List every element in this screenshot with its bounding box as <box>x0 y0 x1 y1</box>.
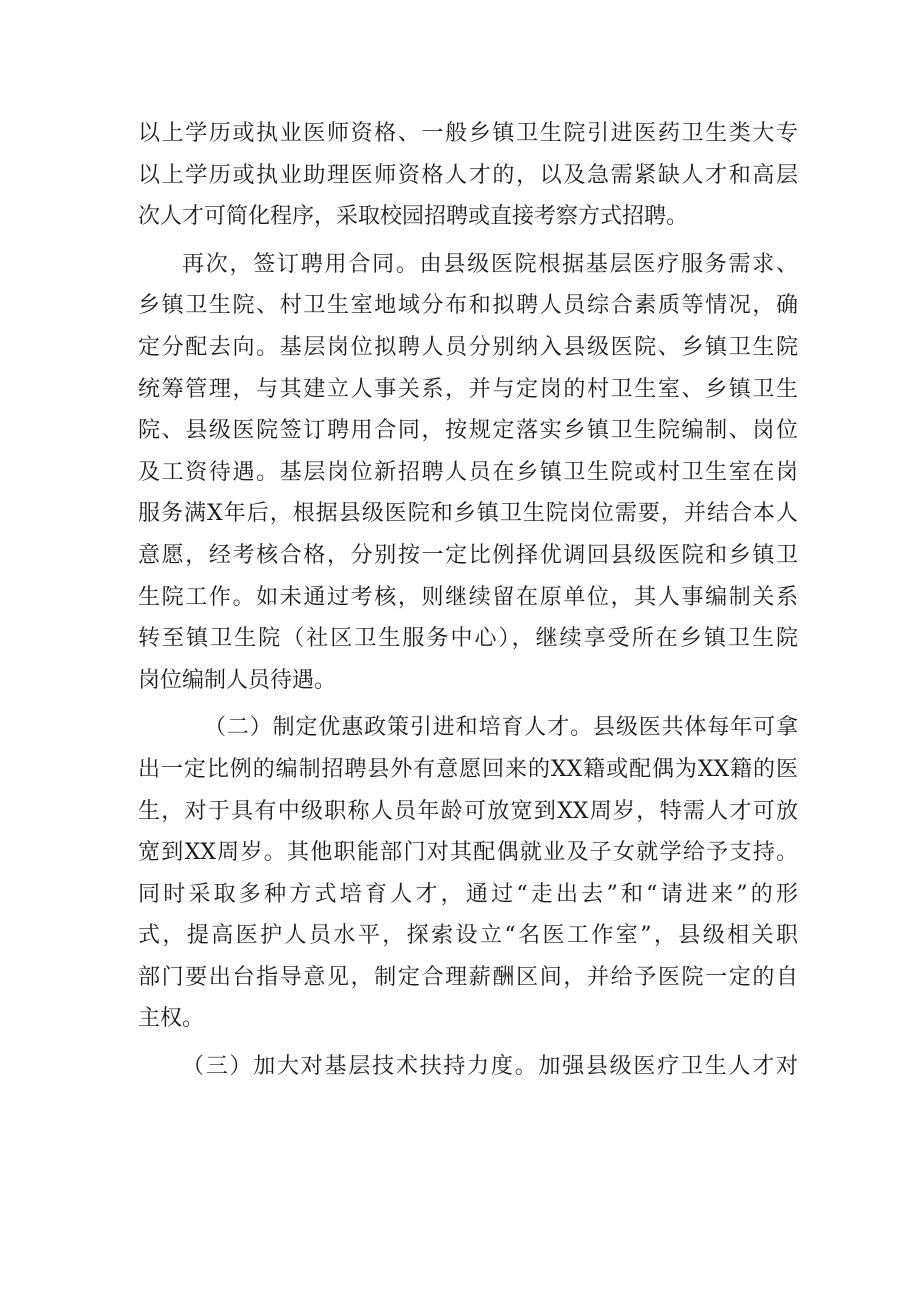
document-body <box>138 113 798 1088</box>
paragraph-line: 次人才可简化程序，采取校园招聘或直接考察方式招聘。 <box>138 204 689 230</box>
paragraph-line: 以上学历或执业助理医师资格人才的，以及急需紧缺人才和高层 <box>138 162 798 188</box>
paragraph-line: 乡镇卫生院、村卫生室地域分布和拟聘人员综合素质等情况，确 <box>138 293 798 319</box>
paragraph-line: 统筹管理，与其建立人事关系，并与定岗的村卫生室、乡镇卫生 <box>138 376 798 402</box>
paragraph-line: 转至镇卫生院（社区卫生服务中心），继续享受所在乡镇卫生院 <box>138 626 798 652</box>
paragraph-line: 院、县级医院签订聘用合同，按规定落实乡镇卫生院编制、岗位 <box>138 418 798 444</box>
paragraph-line: （三）加大对基层技术扶持力度。加强县级医疗卫生人才对 <box>182 1054 798 1080</box>
paragraph-line: 生院工作。如未通过考核，则继续留在原单位，其人事编制关系 <box>138 584 798 610</box>
paragraph-line: 式，提高医护人员水平，探索设立“名医工作室”，县级相关职 <box>138 923 798 949</box>
paragraph-line: 及工资待遇。基层岗位新招聘人员在乡镇卫生院或村卫生室在岗 <box>138 459 798 485</box>
paragraph-line: 再次，签订聘用合同。由县级医院根据基层医疗服务需求、 <box>182 251 798 277</box>
paragraph-line: 部门要出台指导意见，制定合理薪酬区间，并给予医院一定的自 <box>138 964 798 990</box>
paragraph-line: 主权。 <box>138 1006 205 1032</box>
paragraph-line: 岗位编制人员待遇。 <box>138 667 337 693</box>
paragraph-line: 以上学历或执业医师资格、一般乡镇卫生院引进医药卫生类大专 <box>138 121 798 146</box>
paragraph-line: 服务满X年后，根据县级医院和乡镇卫生院岗位需要，并结合本人 <box>138 501 798 527</box>
paragraph-line: 生，对于具有中级职称人员年龄可放宽到XX周岁，特需人才可放 <box>138 798 798 824</box>
paragraph-line: 出一定比例的编制招聘县外有意愿回来的XX籍或配偶为XX籍的医 <box>138 756 798 782</box>
paragraph-line: 同时采取多种方式培育人才，通过“走出去”和“请进来”的形 <box>138 881 798 907</box>
paragraph-line: 宽到XX周岁。其他职能部门对其配偶就业及子女就学给予支持。 <box>138 840 798 866</box>
paragraph-line: （二）制定优惠政策引进和培育人才。县级医共体每年可拿 <box>204 715 798 741</box>
paragraph-line: 定分配去向。基层岗位拟聘人员分别纳入县级医院、乡镇卫生院 <box>138 334 798 360</box>
paragraph-line: 意愿，经考核合格，分别按一定比例择优调回县级医院和乡镇卫 <box>138 542 798 568</box>
